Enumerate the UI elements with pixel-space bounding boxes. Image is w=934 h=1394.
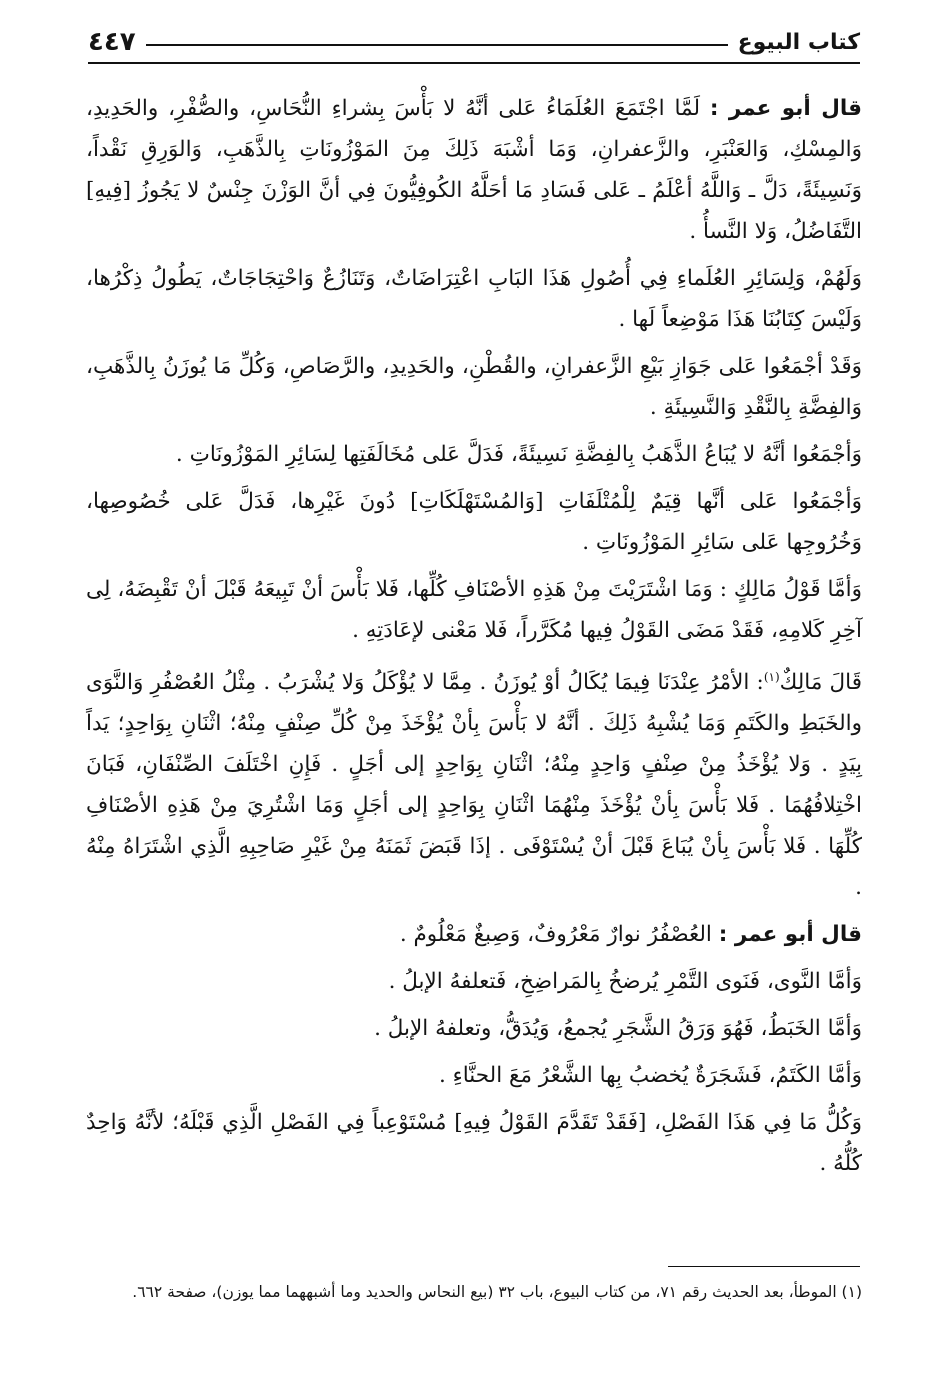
paragraph-text: وَأمَّا النَّوى، فَنَوى التَّمْرِ يُرضخُ بِالمَراضِخِ، فَتعلفهُ الإبلُ . bbox=[388, 969, 862, 995]
running-title: كتاب البيوع bbox=[737, 29, 860, 55]
header-rule bbox=[88, 62, 860, 64]
paragraph-text: وَأجْمَعُوا أنَّهُ لا يُبَاعُ الذَّهَبُ بِالفِضَّةِ نَسِيئَةً، فَدَلَّ عَلى مُخَالَفَتِها لِسَائِرِ المَوْزُونَاتِ . bbox=[175, 442, 862, 467]
header-line bbox=[146, 44, 728, 46]
paragraph-text: وَكُلُّ مَا فِي هَذَا الفَصْلِ، [فَقَدْ تَقَدَّمَ القَوْلُ فِيهِ] مُسْتَوْعِباً فِي الفَصْلِ الَّذِي قَبْلَهُ؛ لأنَّهُ وَاحِدٌ كُلُّهُ . bbox=[86, 1110, 862, 1177]
paragraph-text: وَأجْمَعُوا عَلى أنَّها قِيَمٌ لِلْمُتْلَفَاتِ [وَالمُسْتَهْلَكَاتِ] دُونَ غَيْرِها، فَدَلَّ عَلى خُصُوصِها، وَخُرُوجِها عَلى سَائِرِ المَوْزُونَاتِ . bbox=[86, 489, 862, 555]
malik-quote-ref bbox=[764, 670, 862, 695]
paragraph-lead: قال أبو عمر : bbox=[709, 96, 862, 121]
paragraph-text: لَمَّا اجْتَمَعَ العُلَمَاءُ عَلى أنَّهُ لا بَأْسَ بِشراءِ النُّحَاسِ، والصُّفْرِ، والحَدِيدِ، وَالمِسْكِ، وَالعَنْبَرِ، والزَّعفرانِ، وَمَا أشْبَهَ ذَلِكَ مِنَ المَوْزُونَاتِ بِالذَّهَبِ، وَالوَرِقِ نَقْداً، وَنَسِيئَةً، دَلَّ ـ وَاللَّهُ أعْلَمُ ـ عَلى فَسَادِ مَا أحَلَّهُ الكُوفِيُّونَ فِي أنَّ الوَزْنَ جِنْسٌ لا يَجُوزُ [فِيهِ] التَّفَاضُلُ، وَلا النَّسأُ . bbox=[86, 96, 862, 244]
page-number: ٤٤٧ bbox=[88, 27, 136, 57]
paragraph-text: وَقَدْ أجْمَعُوا عَلى جَوَازِ بَيْعِ الزَّعفرانِ، والقُطْنِ، والحَدِيدِ، والرَّصَاصِ، وَكُلِّ مَا يُوزَنُ بِالذَّهَبِ، وَالفِضَّةِ بِالنَّقْدِ وَالنَّسِيئَةِ . bbox=[86, 354, 862, 420]
paragraph bbox=[86, 914, 862, 955]
paragraph bbox=[86, 569, 862, 651]
footnote bbox=[86, 1276, 862, 1308]
footnote-text: (١) الموطأ، بعد الحديث رقم ٧١، من كتاب البيوع، باب ٣٢ (بيع النحاس والحديد وما أشبههما مما يوزن)، صفحة ٦٦٢. bbox=[132, 1283, 862, 1301]
paragraph-lead: قال أبو عمر : bbox=[718, 922, 862, 948]
paragraph bbox=[86, 961, 862, 1002]
paragraph-text: وَأمَّا الكَتَمُ، فَشَجَرَةٌ يُخضبُ بِها الشَّعْرُ مَعَ الحنَّاءِ . bbox=[438, 1063, 862, 1089]
paragraph-text: وَلَهُمْ، وَلِسَائِرِ العُلَماءِ فِي أُصُولِ هَذَا البَابِ اعْتِرَاضَاتٌ، وَتَنَازُعٌ وَاحْتِجَاجَاتٌ، يَطُولُ ذِكْرُها، وَلَيْسَ كِتَابُنَا هَذَا مَوْضِعاً لَها . bbox=[86, 266, 862, 332]
paragraph bbox=[86, 657, 862, 908]
paragraph bbox=[86, 1055, 862, 1096]
ref-prefix: قَالَ مَالِكٌ bbox=[779, 670, 862, 696]
paragraph-text: وَأمَّا الخَبَطُ، فَهُوَ وَرَقُ الشَّجَرِ يُجمعُ، وَيُدَقُّ، وتعلفهُ الإبلُ . bbox=[374, 1016, 862, 1042]
paragraph bbox=[86, 258, 862, 340]
page-header bbox=[88, 22, 860, 62]
paragraph-text: : الأمْرُ عِنْدَنَا فِيمَا يُكَالُ أوْ يُوزَنُ . مِمَّا لا يُؤْكَلُ وَلا يُشْرَبُ . مِثْلُ العُصْفُرِ وَالنَّوَى والخَبَطِ والكَتَمِ وَمَا يُشْبِهُ ذَلِكَ . أنَّهُ لا بَأْسَ بِأنْ يُؤْخَذَ مِنْ كُلِّ صِنْفٍ مِنْهُ؛ اثْنَانِ بِوَاحِدٍ؛ يَداً بِيَدٍ . وَلا يُؤْخَذُ مِنْ صِنْفٍ وَاحِدٍ مِنْهُ؛ اثْنَانِ بِوَاحِدٍ إلى أجَلٍ . فَإِنِ اخْتَلَفَ الصِّنْفَانِ، فَبَانَ اخْتِلافُهُمَا . فَلا بَأْسَ بِأنْ يُؤْخَذَ مِنْهُمَا اثْنَانِ بِوَاحِدٍ إلى أجَلٍ وَمَا اشْتُرِيَ مِنْ هَذِهِ الأصْنَافِ كُلِّهَا . فَلا بَأْسَ بِأنْ يُبَاعَ قَبْلَ أنْ يُسْتَوْفَى . إذَا قَبَضَ ثَمَنَهُ مِنْ غَيْرِ صَاحِبِهِ الَّذِي اشْتَرَاهُ مِنْهُ . bbox=[86, 670, 862, 901]
paragraph-text: وَأمَّا قَوْلُ مَالِكٍ : وَمَا اشْتَرَيْتَ مِنْ هَذِهِ الأصْنَافِ كُلِّها، فَلا بَأْسَ أنْ تَبِيعَهُ قَبْلَ أنْ تَقْبِضَهُ، لِى آخِرِ كَلامِهِ، فَقَدْ مَضَى القَوْلُ فِيها مُكَرَّراً، فَلا مَعْنى لإعَادَتِهِ . bbox=[86, 577, 862, 643]
paragraph bbox=[86, 1008, 862, 1049]
paragraph bbox=[86, 88, 862, 252]
paragraph-text: العُصْفُرُ نوارٌ مَعْرُوفٌ، وَصِبغٌ مَعْلُومٌ . bbox=[399, 922, 719, 948]
footnote-marker[interactable]: (١) bbox=[763, 670, 780, 684]
paragraph bbox=[86, 481, 862, 563]
paragraph bbox=[86, 434, 862, 475]
paragraph bbox=[86, 346, 862, 428]
body-text bbox=[86, 88, 862, 1190]
footnote-rule bbox=[668, 1266, 860, 1267]
paragraph bbox=[86, 1102, 862, 1184]
